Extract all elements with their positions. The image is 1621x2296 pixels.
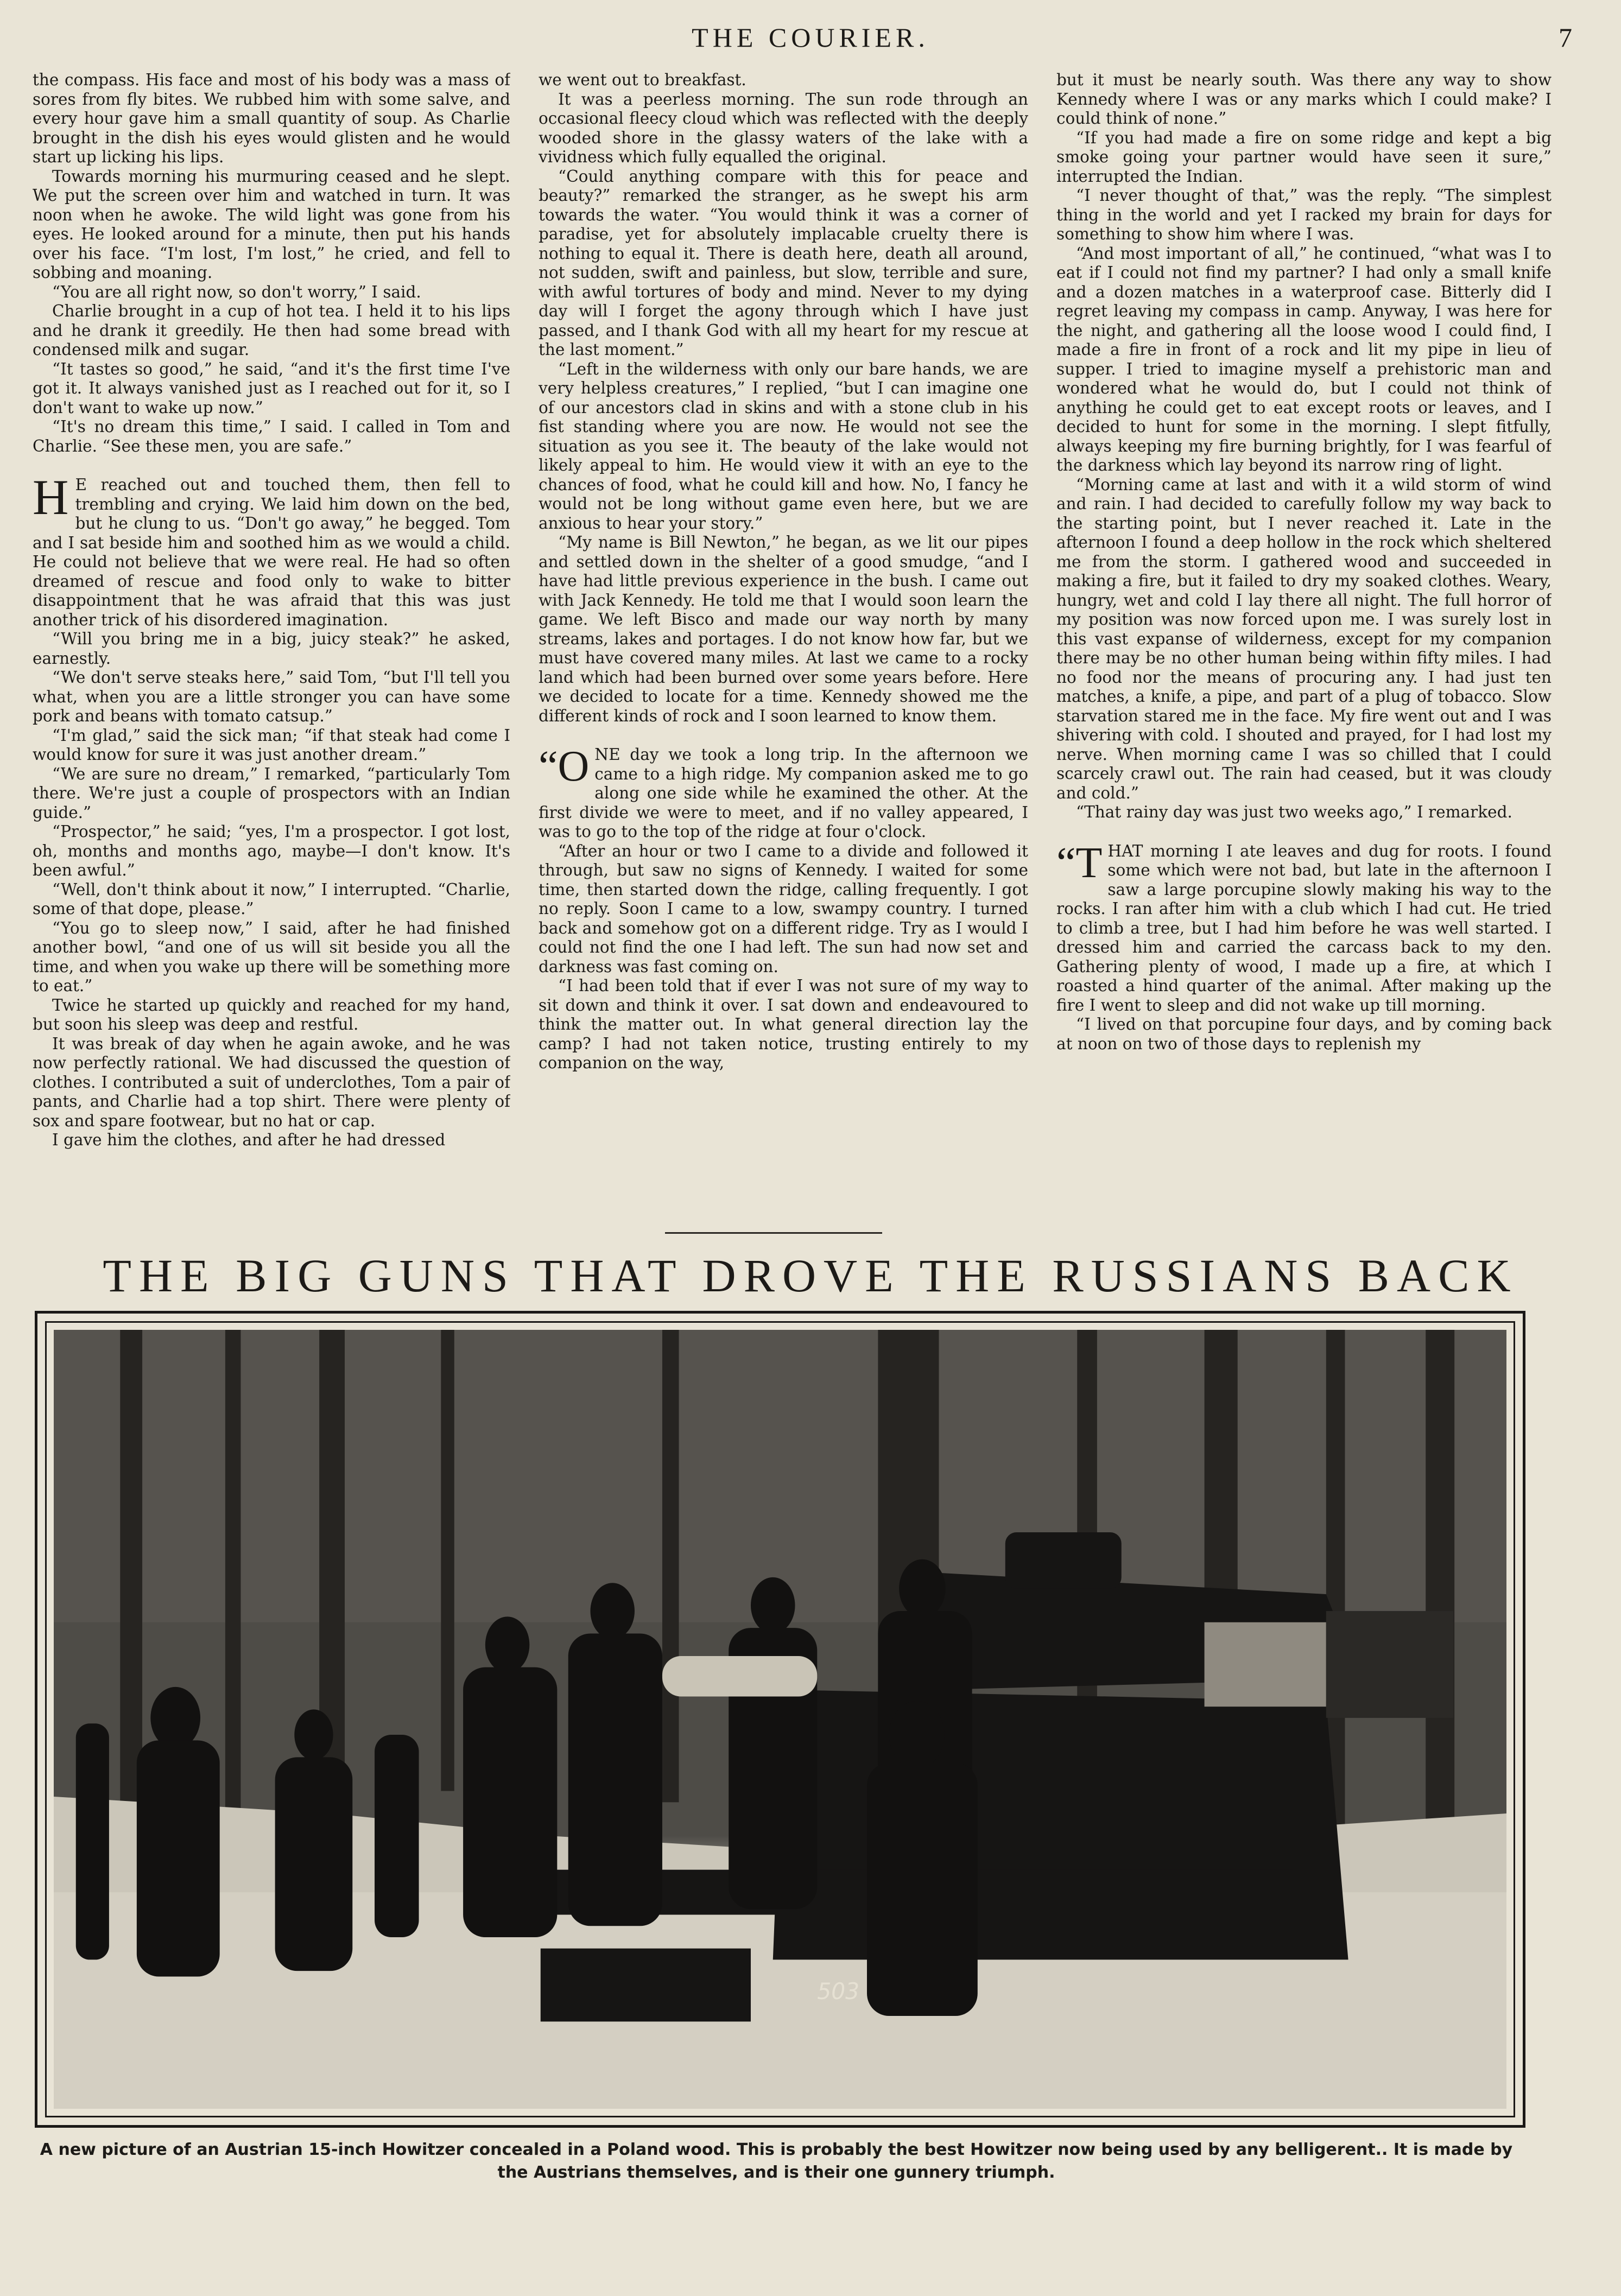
page-header [0,22,1621,60]
paragraph-dropcap: H E reached out and touched them, then fell to trembling and crying. We laid him down on the bed, but he clung to us. “Don't go away,” he begged. Tom and I sat beside him and soothed him as we would a child. He could not believe that we were real. He had so often dreamed of rescue and food only to wake to bitter disappointment that he was afraid that this was just another trick of his disordered imagination. [33,470,510,629]
paragraph: “My name is Bill Newton,” he began, as we lit our pipes and settled down in the shelter of a good smudge, “and I have had little previous experience in the bush. I came out with Jack Kennedy. He told me that I would soon learn the game. We left Bisco and made our way north by many streams, lakes and portages. I do not know how far, but we must have covered many miles. At last we came to a rocky land which had been burned over some years before. Here we decided to locate for a time. Kennedy showed me the different kinds of rock and I soon learned to know them. [539,533,1028,725]
paragraph: “We don't serve steaks here,” said Tom, “but I'll tell you what, when you are a little stronger you can have some pork and beans with tomato catsup.” [33,668,510,725]
article-column-2 [539,71,1028,1200]
paragraph: It was a peerless morning. The sun rode through an occasional fleecy cloud which was reflected with the deeply wooded shore in the glassy waters of the lake with a vividness which fully equalled the original. [539,90,1028,166]
paragraph-dropcap: “THAT morning I ate leaves and dug for roots. I found some which were not bad, but late in the afternoon I saw a large porcupine slowly making his way to the rocks. I ran after him with a club which I had cut. He tried to climb a tree, but I had him before he was well started. I dressed him and carried the carcass back to my den. Gathering plenty of wood, I made up a fire, at which I roasted a hind quarter of the animal. After making up the fire I went to sleep and did not wake up till morning. [1056,839,1552,1014]
paragraph: the compass. His face and most of his body was a mass of sores from fly bites. We rubbed him with some salve, and every hour gave him a small quantity of soup. As Charlie brought in the dish his eyes would glisten and he would start up licking his lips. [33,71,510,166]
paragraph: “It's no dream this time,” I said. I called in Tom and Charlie. “See these men, you are safe.” [33,417,510,455]
section-divider [665,1232,882,1234]
paragraph: “After an hour or two I came to a divide and followed it through, but saw no signs of Kennedy. I waited for some time, then started down the ridge, calling frequently. I got no reply. Soon I came to a low, swampy country. I turned back and somehow got on a different ridge. Try as I would I could not find the one I had left. The sun had now set and darkness was fast coming on. [539,841,1028,976]
paragraph: “I never thought of that,” was the reply. “The simplest thing in the world and yet I racked my brain for days for something to show him where I was. [1056,186,1552,243]
paragraph: “You are all right now, so don't worry,” I said. [52,282,421,301]
page-number: 7 [1559,22,1572,53]
paragraph-dropcap: “ONE day we took a long trip. In the afternoon we came to a high ridge. My companion asked me to go along one side while he examined the other. At the first divide we were to meet, and if no valley appeared, I was to go to the top of the ridge at four o'clock. [539,743,1028,841]
drop-cap: “O [539,743,590,790]
paragraph: “And most important of all,” he continued, “what was I to eat if I could not find my partner? I had only a small knife and a dozen matches in a waterproof case. Bitterly did I regret leaving my compass in camp. Anyway, I was here for the night, and gathering all the loose wood I could find, I made a fire in front of a rock and lit my pipe in lieu of supper. I tried to imagine myself a prehistoric man and wondered what he would do, but I could not think of anything he could get to eat except roots or leaves, and I decided to hunt for some in the morning. I slept fitfully, always keeping my fire burning brightly, for I was fearful of the darkness which lay beyond its narrow ring of light. [1056,244,1552,474]
howitzer-photo-illustration [54,1330,1506,2109]
paragraph: “It tastes so good,” he said, “and it's the first time I've got it. It always vanished just as I reached out for it, so I don't want to wake up now.” [33,359,510,417]
paragraph: “If you had made a fire on some ridge and kept a big smoke going your partner would have seen it sure,” interrupted the Indian. [1056,128,1552,186]
paragraph: “Prospector,” he said; “yes, I'm a prospector. I got lost, oh, months and months ago, maybe—I don't know. It's been awful.” [33,822,510,879]
paragraph: “You go to sleep now,” I said, after he had finished another bowl, “and one of us will sit beside you all the time, and when you wake up there will be something more to eat.” [33,918,510,995]
paragraph: “Could anything compare with this for peace and beauty?” remarked the stranger, as he swept his arm towards the water. “You would think it was a corner of paradise, yet for absolutely implacable cruelty there is nothing to equal it. There is death here, death all around, not sudden, swift and painless, but slow, terrible and sure, with awful tortures of body and mind. Never to my dying day will I forget the agony through which I have just passed, and I thank God with all my heart for my rescue at the last moment.” [539,167,1028,359]
paragraph: Twice he started up quickly and reached for my hand, but soon his sleep was deep and restful. [33,995,510,1033]
paragraph: Charlie brought in a cup of hot tea. I held it to his lips and he drank it greedily. He then had some bread with condensed milk and sugar. [33,302,510,359]
paragraph: “I'm glad,” said the sick man; “if that steak had come I would know for sure it was just another dream.” [33,726,510,764]
howitzer-photo [54,1330,1506,2109]
paragraph: Towards morning his murmuring ceased and he slept. We put the screen over him and watched in turn. It was noon when he awoke. The wild light was gone from his eyes. He looked around for a minute, then put his hands over his face. “I'm lost, I'm lost,” he cried, and fell to sobbing and moaning. [33,167,510,282]
photo-frame [35,1311,1525,2128]
drop-cap: “T [1056,839,1103,887]
paragraph: we went out to breakfast. [539,71,746,89]
publication-title: THE COURIER. [692,22,929,53]
photo-headline: THE BIG GUNS THAT DROVE THE RUSSIANS BACK [103,1250,1518,1302]
paragraph: “Will you bring me in a big, juicy steak?” he asked, earnestly. [33,630,510,668]
photo-caption: A new picture of an Austrian 15-inch Howitzer concealed in a Poland wood. This is probably the best Howitzer now being used by any belligerent.. It is made by the Austrians themselves, and is their one gunnery triumph. [40,2140,1513,2182]
paragraph: “Left in the wilderness with only our bare hands, we are very helpless creatures,” I replied, “but I can imagine one of our ancestors clad in skins and with a stone club in his fist standing where you are now. He would not see the situation as you see it. The beauty of the lake would not likely appeal to him. He would view it with an eye to the chances of food, what he could kill and how. No, I fancy he would not be long without game even here, but we are anxious to hear your story.” [539,359,1028,532]
paragraph: “I had been told that if ever I was not sure of my way to sit down and think it over. I sat down and endeavoured to think the matter out. In what general direction lay the camp? I had not taken notice, trusting entirely to my companion on the way, [539,976,1028,1072]
paragraph: “We are sure no dream,” I remarked, “particularly Tom there. We're just a couple of prospectors with an Indian guide.” [33,764,510,822]
article-column-3 [1056,71,1552,1200]
paragraph: I gave him the clothes, and after he had dressed [52,1131,446,1149]
drop-cap: H [33,470,69,525]
plate-number: 503 [817,1978,860,2005]
paragraph: but it must be nearly south. Was there any way to show Kennedy where I was or any marks which I could make? I could think of none.” [1056,71,1552,128]
paragraph: “Well, don't think about it now,” I interrupted. “Charlie, some of that dope, please.” [33,880,510,918]
article-column-1 [33,71,510,1200]
paragraph: “That rainy day was just two weeks ago,” I remarked. [1076,803,1512,821]
paragraph: “I lived on that porcupine four days, and by coming back at noon on two of those days to replenish my [1056,1015,1552,1053]
paragraph: It was break of day when he again awoke, and he was now perfectly rational. We had discussed the question of clothes. I contributed a suit of underclothes, Tom a pair of pants, and Charlie had a top shirt. There were plenty of sox and spare footwear, but no hat or cap. [33,1034,510,1130]
paragraph: “Morning came at last and with it a wild storm of wind and rain. I had decided to carefully follow my way back to the starting point, but I never reached it. Late in the afternoon I found a deep hollow in the rock which sheltered me from the storm. I gathered wood and succeeded in making a fire, but it failed to dry my soaked clothes. Weary, hungry, wet and cold I lay there all night. The full horror of my position was now forced upon me. I was surely lost in this vast expanse of wilderness, except for my companion there may be no other human being within fifty miles. I had no food nor the means of procuring any. I had just ten matches, a knife, a pipe, and part of a plug of tobacco. Slow starvation stared me in the face. My fire went out and I was shivering with cold. I shouted and prayed, for I had lost my nerve. When morning came I was so chilled that I could scarcely crawl out. The rain had ceased, but it was cloudy and cold.” [1056,475,1552,802]
